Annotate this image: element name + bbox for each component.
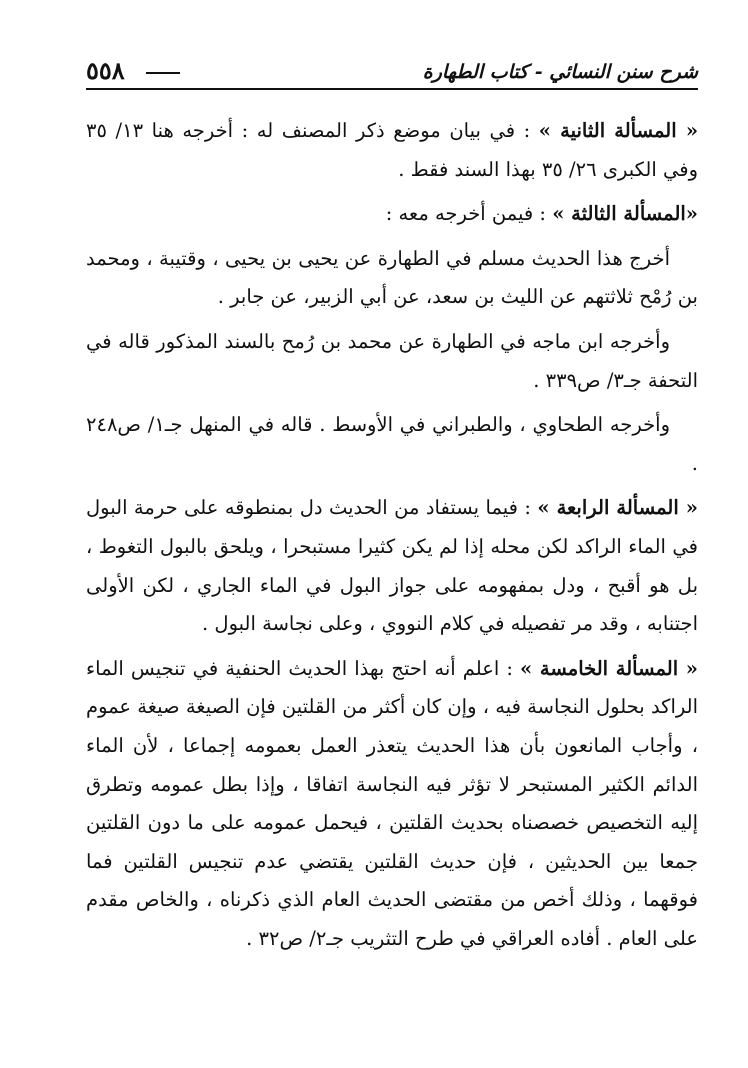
page-body	[86, 112, 698, 958]
paragraph-text: : في بيان موضع ذكر المصنف له : أخرجه هنا ١٣/ ٣٥ وفي الكبرى ٢٦/ ٣٥ بهذا السند فقط .	[86, 119, 698, 181]
paragraph-text: وأخرجه الطحاوي ، والطبراني في الأوسط . قاله في المنهل جـ١/ ص٢٤٨ .	[86, 413, 698, 475]
page-number-dash	[146, 72, 180, 74]
paragraph-masala-3	[86, 195, 698, 234]
page-header	[86, 56, 698, 98]
paragraph-text: وأخرجه ابن ماجه في الطهارة عن محمد بن رُمح بالسند المذكور قاله في التحفة جـ٣/ ص٣٣٩ .	[86, 329, 698, 392]
paragraph-takhrij-tahawi	[86, 406, 698, 483]
paragraph-masala-5	[86, 650, 698, 959]
page-number: ٥٥٨	[86, 56, 133, 86]
paragraph-text: أخرج هذا الحديث مسلم في الطهارة عن يحيى بن يحيى ، وقتيبة ، ومحمد بن رُمْح ثلاثتهم عن الليث بن سعد، عن أبي الزبير، عن جابر .	[86, 246, 698, 309]
masala-heading: «المسألة الثالثة »	[552, 202, 698, 226]
paragraph-masala-2	[86, 112, 698, 189]
paragraph-takhrij-muslim	[86, 240, 698, 317]
masala-heading: « المسألة الثانية »	[538, 119, 699, 142]
masala-heading: « المسألة الرابعة »	[537, 496, 698, 520]
paragraph-masala-4	[86, 489, 698, 643]
masala-heading: « المسألة الخامسة »	[520, 656, 698, 680]
paragraph-takhrij-ibn-majah	[86, 323, 698, 400]
paragraph-text: : فيمن أخرجه معه :	[385, 202, 546, 226]
running-title: شرح سنن النسائي - كتاب الطهارة	[422, 61, 698, 83]
paragraph-text: : اعلم أنه احتج بهذا الحديث الحنفية في تنجيس الماء الراكد بحلول النجاسة فيه ، وإن كان أكثر من القلتين فإن الصيغة صيغة عموم ، وأجاب المانعون بأن هذا الحديث يتعذر العمل بعمومه إجماعا ، لأن الماء الدائم الكثير المستبحر لا تؤثر فيه النجاسة اتفاقا ، وإذا بطل عمومه وتطرق إليه التخصيص خصصناه بحديث القلتين ، فيحمل عمومه على ما دون القلتين جمعا بين الحديثين ، فإن حديث القلتين يقتضي عدم تنجيس القلتين فما فوقهما ، وذلك أخص من مقتضى الحديث العام الذي ذكرناه ، والخاص مقدم على العام . أفاده العراقي في طرح التثريب جـ٢/ ص٣٢ .	[86, 656, 698, 950]
header-rule	[86, 88, 698, 90]
paragraph-text: : فيما يستفاد من الحديث دل بمنطوقه على حرمة البول في الماء الراكد لكن محله إذا لم يكن كثيرا مستبحرا ، ويلحق بالبول التغوط ، بل هو أقبح ، ودل بمفهومه على جواز البول في الماء الجاري ، لكن الأولى اجتنابه ، وقد مر تفصيله في كلام النووي ، وعلى نجاسة البول .	[86, 496, 698, 636]
